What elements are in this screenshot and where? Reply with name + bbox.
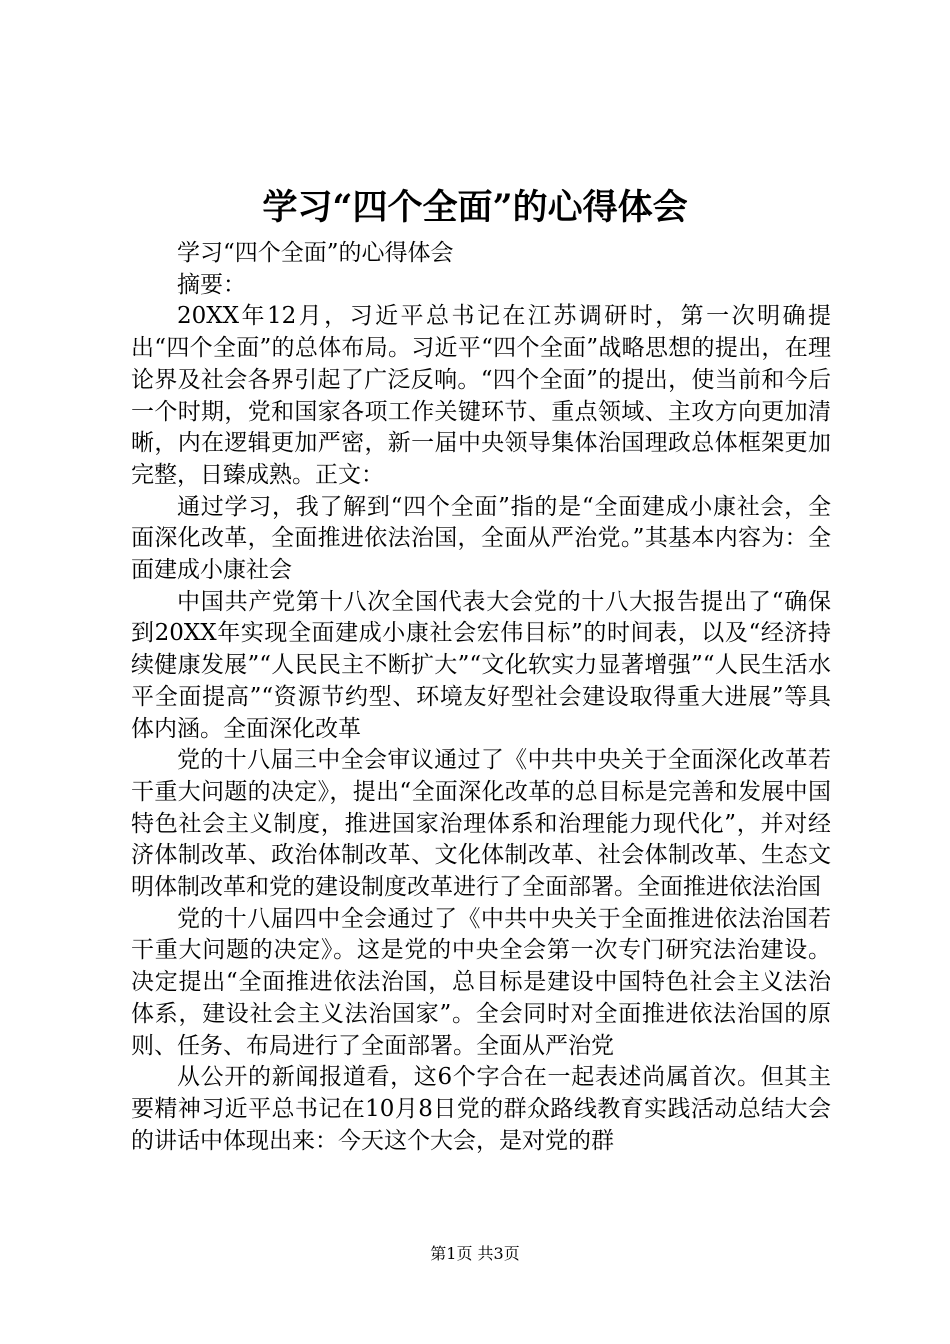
paragraph-subtitle: 学习“四个全面”的心得体会	[177, 240, 454, 266]
paragraph-abstract-label: 摘要：	[177, 271, 246, 298]
page-footer: 第1页 共3页	[430, 1244, 520, 1263]
paragraph-abstract: 20XX年12月，习近平总书记在江苏调研时，第一次明确提出“四个全面”的总体布局。习近平“四个全面”战略思想的提出，在理论界及社会各界引起了广泛反响。“四个全面”的提出，使当前和今后一个时期，党和国家各项工作关键环节、重点领域、主攻方向更加清晰，内在逻辑更加严密，新一届中央领导集体治国理政总体框架更加完整，日臻成熟。正文：	[131, 303, 831, 488]
paragraph-fazhi: 党的十八届四中全会通过了《中共中央关于全面推进依法治国若干重大问题的决定》。这是党的中央全会第一次专门研究法治建设。决定提出“全面推进依法治国，总目标是建设中国特色社会主义法治体系，建设社会主义法治国家”。全会同时对全面推进依法治国的原则、任务、布局进行了全面部署。全面从严治党	[131, 905, 831, 1059]
document-title: 学习“四个全面”的心得体会	[262, 187, 688, 228]
paragraph-intro: 通过学习，我了解到“四个全面”指的是“全面建成小康社会，全面深化改革，全面推进依法治国，全面从严治党。”其基本内容为：全面建成小康社会	[131, 493, 831, 584]
document-body	[131, 238, 831, 1157]
paragraph-xiaokang: 中国共产党第十八次全国代表大会党的十八大报告提出了“确保到20XX年实现全面建成小康社会宏伟目标”的时间表，以及“经济持续健康发展”“人民民主不断扩大”“文化软实力显著增强”“人民生活水平全面提高”“资源节约型、环境友好型社会建设取得重大进展”等具体内涵。全面深化改革	[131, 588, 831, 742]
paragraph-zhidang: 从公开的新闻报道看，这6个字合在一起表述尚属首次。但其主要精神习近平总书记在10月8日党的群众路线教育实践活动总结大会的讲话中体现出来：今天这个大会，是对党的群	[131, 1064, 831, 1154]
paragraph-gaige: 党的十八届三中全会审议通过了《中共中央关于全面深化改革若干重大问题的决定》，提出“全面深化改革的总目标是完善和发展中国特色社会主义制度，推进国家治理体系和治理能力现代化”，并对经济体制改革、政治体制改革、文化体制改革、社会体制改革、生态文明体制改革和党的建设制度改革进行了全面部署。全面推进依法治国	[131, 747, 831, 901]
